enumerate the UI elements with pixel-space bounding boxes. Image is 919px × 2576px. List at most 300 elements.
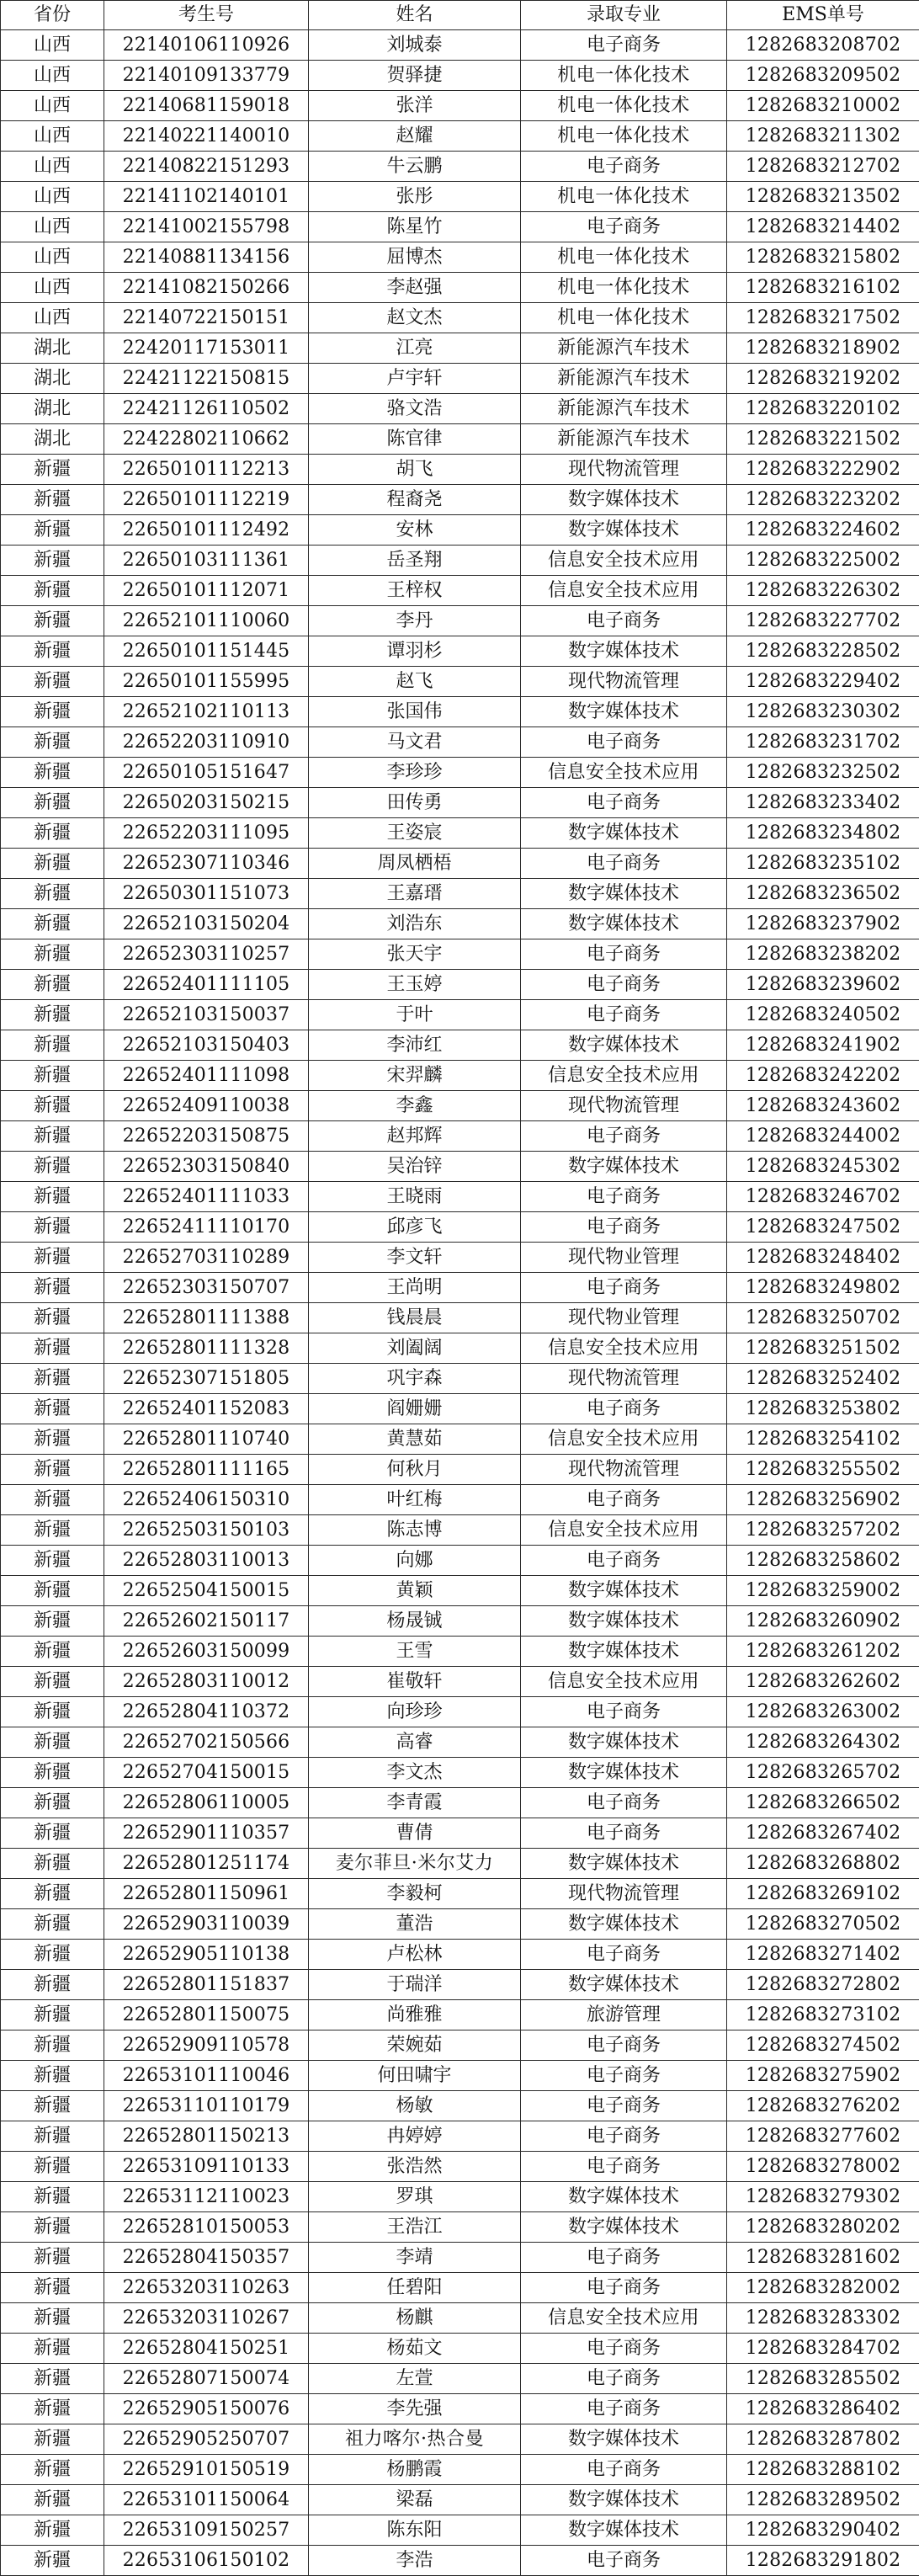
cell-major: 信息安全技术应用 <box>521 1515 727 1546</box>
cell-province: 新疆 <box>1 1697 104 1727</box>
table-row <box>1 1121 919 1152</box>
table-row <box>1 424 919 455</box>
cell-province: 新疆 <box>1 2121 104 2152</box>
cell-major: 现代物流管理 <box>521 667 727 697</box>
table-row <box>1 242 919 273</box>
cell-ems-number: 1282683260902 <box>727 1606 919 1637</box>
table-row <box>1 576 919 606</box>
cell-ems-number: 1282683217502 <box>727 303 919 333</box>
cell-name: 麦尔菲旦·米尔艾力 <box>309 1849 521 1879</box>
table-row <box>1 2152 919 2182</box>
table-row <box>1 1667 919 1697</box>
cell-candidate-id: 22422802110662 <box>104 424 309 455</box>
cell-ems-number: 1282683247502 <box>727 1212 919 1243</box>
cell-candidate-id: 22421126110502 <box>104 394 309 424</box>
cell-province: 新疆 <box>1 2273 104 2303</box>
cell-candidate-id: 22652203150875 <box>104 1121 309 1152</box>
cell-name: 崔敬轩 <box>309 1667 521 1697</box>
cell-name: 李先强 <box>309 2394 521 2424</box>
table-row <box>1 1061 919 1091</box>
cell-major: 数字媒体技术 <box>521 1152 727 1182</box>
cell-province: 新疆 <box>1 1637 104 1667</box>
cell-ems-number: 1282683249802 <box>727 1273 919 1303</box>
cell-province: 湖北 <box>1 364 104 394</box>
table-row <box>1 121 919 152</box>
cell-candidate-id: 22652406150310 <box>104 1485 309 1515</box>
table-row <box>1 1030 919 1061</box>
cell-candidate-id: 22652103150204 <box>104 909 309 939</box>
table-row <box>1 2515 919 2546</box>
table-row <box>1 30 919 61</box>
cell-candidate-id: 22652804150357 <box>104 2243 309 2273</box>
cell-major: 信息安全技术应用 <box>521 2303 727 2334</box>
table-row <box>1 1273 919 1303</box>
cell-name: 赵耀 <box>309 121 521 152</box>
cell-name: 王梓权 <box>309 576 521 606</box>
cell-name: 赵邦辉 <box>309 1121 521 1152</box>
table-row <box>1 91 919 121</box>
table-row <box>1 1727 919 1758</box>
cell-ems-number: 1282683254102 <box>727 1424 919 1455</box>
cell-name: 陈东阳 <box>309 2515 521 2546</box>
cell-name: 祖力喀尔·热合曼 <box>309 2424 521 2455</box>
cell-major: 电子商务 <box>521 727 727 758</box>
cell-ems-number: 1282683223202 <box>727 485 919 515</box>
cell-ems-number: 1282683282002 <box>727 2273 919 2303</box>
cell-major: 电子商务 <box>521 2091 727 2121</box>
table-row <box>1 2243 919 2273</box>
cell-major: 电子商务 <box>521 1000 727 1030</box>
cell-ems-number: 1282683289502 <box>727 2485 919 2515</box>
cell-ems-number: 1282683287802 <box>727 2424 919 2455</box>
cell-major: 信息安全技术应用 <box>521 1333 727 1364</box>
cell-major: 电子商务 <box>521 606 727 636</box>
cell-province: 新疆 <box>1 849 104 879</box>
cell-name: 尚雅雅 <box>309 2000 521 2030</box>
cell-candidate-id: 22652303150840 <box>104 1152 309 1182</box>
cell-province: 新疆 <box>1 1788 104 1818</box>
cell-major: 电子商务 <box>521 2455 727 2485</box>
table-row <box>1 364 919 394</box>
cell-ems-number: 1282683212702 <box>727 152 919 182</box>
cell-province: 新疆 <box>1 546 104 576</box>
cell-candidate-id: 22140822151293 <box>104 152 309 182</box>
cell-candidate-id: 22652103150037 <box>104 1000 309 1030</box>
cell-ems-number: 1282683285502 <box>727 2364 919 2394</box>
cell-ems-number: 1282683252402 <box>727 1364 919 1394</box>
cell-name: 陈星竹 <box>309 212 521 242</box>
cell-candidate-id: 22652801151837 <box>104 1970 309 2000</box>
cell-province: 新疆 <box>1 879 104 909</box>
cell-ems-number: 1282683253802 <box>727 1394 919 1424</box>
cell-major: 电子商务 <box>521 788 727 818</box>
table-row <box>1 2303 919 2334</box>
table-row <box>1 697 919 727</box>
cell-major: 数字媒体技术 <box>521 1758 727 1788</box>
cell-ems-number: 1282683271402 <box>727 1940 919 1970</box>
cell-name: 梁磊 <box>309 2485 521 2515</box>
cell-candidate-id: 22421122150815 <box>104 364 309 394</box>
cell-name: 田传勇 <box>309 788 521 818</box>
cell-name: 吴治锌 <box>309 1152 521 1182</box>
table-row <box>1 1394 919 1424</box>
cell-major: 数字媒体技术 <box>521 879 727 909</box>
table-row <box>1 909 919 939</box>
cell-candidate-id: 22652401111098 <box>104 1061 309 1091</box>
cell-major: 新能源汽车技术 <box>521 333 727 364</box>
cell-province: 新疆 <box>1 697 104 727</box>
cell-name: 刘浩东 <box>309 909 521 939</box>
table-row <box>1 758 919 788</box>
cell-ems-number: 1282683255502 <box>727 1455 919 1485</box>
table-row <box>1 2364 919 2394</box>
cell-province: 新疆 <box>1 2546 104 2576</box>
cell-province: 新疆 <box>1 1212 104 1243</box>
cell-province: 湖北 <box>1 424 104 455</box>
cell-ems-number: 1282683239602 <box>727 970 919 1000</box>
cell-ems-number: 1282683244002 <box>727 1121 919 1152</box>
cell-province: 山西 <box>1 182 104 212</box>
cell-province: 新疆 <box>1 1515 104 1546</box>
table-row <box>1 61 919 91</box>
cell-major: 机电一体化技术 <box>521 61 727 91</box>
table-row <box>1 636 919 667</box>
table-row <box>1 1515 919 1546</box>
table-body <box>1 30 919 2576</box>
cell-candidate-id: 22650105151647 <box>104 758 309 788</box>
cell-ems-number: 1282683263002 <box>727 1697 919 1727</box>
cell-ems-number: 1282683264302 <box>727 1727 919 1758</box>
cell-major: 现代物流管理 <box>521 1879 727 1909</box>
cell-name: 刘阖阔 <box>309 1333 521 1364</box>
cell-name: 李文杰 <box>309 1758 521 1788</box>
cell-province: 山西 <box>1 121 104 152</box>
cell-ems-number: 1282683273102 <box>727 2000 919 2030</box>
table-row <box>1 1546 919 1576</box>
cell-province: 新疆 <box>1 2424 104 2455</box>
cell-major: 电子商务 <box>521 1940 727 1970</box>
cell-province: 新疆 <box>1 1940 104 1970</box>
table-row <box>1 2394 919 2424</box>
cell-province: 新疆 <box>1 1455 104 1485</box>
cell-ems-number: 1282683216102 <box>727 273 919 303</box>
cell-ems-number: 1282683281602 <box>727 2243 919 2273</box>
cell-ems-number: 1282683243602 <box>727 1091 919 1121</box>
cell-candidate-id: 22650101112213 <box>104 455 309 485</box>
cell-province: 山西 <box>1 30 104 61</box>
cell-candidate-id: 22652801150213 <box>104 2121 309 2152</box>
table-row <box>1 1909 919 1940</box>
cell-major: 电子商务 <box>521 1818 727 1849</box>
cell-province: 新疆 <box>1 1394 104 1424</box>
cell-major: 电子商务 <box>521 1394 727 1424</box>
cell-name: 李靖 <box>309 2243 521 2273</box>
table-row <box>1 2485 919 2515</box>
cell-province: 湖北 <box>1 333 104 364</box>
cell-candidate-id: 22653106150102 <box>104 2546 309 2576</box>
cell-major: 电子商务 <box>521 1788 727 1818</box>
cell-name: 李毅柯 <box>309 1879 521 1909</box>
cell-candidate-id: 22652102110113 <box>104 697 309 727</box>
cell-ems-number: 1282683222902 <box>727 455 919 485</box>
cell-name: 罗琪 <box>309 2182 521 2212</box>
cell-candidate-id: 22652307110346 <box>104 849 309 879</box>
table-row <box>1 1303 919 1333</box>
cell-candidate-id: 22140221140010 <box>104 121 309 152</box>
cell-candidate-id: 22652801150075 <box>104 2000 309 2030</box>
cell-major: 机电一体化技术 <box>521 91 727 121</box>
cell-ems-number: 1282683272802 <box>727 1970 919 2000</box>
cell-ems-number: 1282683245302 <box>727 1152 919 1182</box>
cell-major: 电子商务 <box>521 212 727 242</box>
cell-major: 现代物业管理 <box>521 1303 727 1333</box>
cell-major: 数字媒体技术 <box>521 1970 727 2000</box>
cell-major: 电子商务 <box>521 1212 727 1243</box>
cell-candidate-id: 22652803110013 <box>104 1546 309 1576</box>
table-row <box>1 879 919 909</box>
cell-name: 张浩然 <box>309 2152 521 2182</box>
cell-major: 电子商务 <box>521 2273 727 2303</box>
cell-major: 信息安全技术应用 <box>521 1424 727 1455</box>
cell-province: 新疆 <box>1 515 104 546</box>
table-row <box>1 1000 919 1030</box>
table-row <box>1 2273 919 2303</box>
cell-candidate-id: 22652203111095 <box>104 818 309 849</box>
cell-candidate-id: 22652103150403 <box>104 1030 309 1061</box>
cell-name: 荣婉茹 <box>309 2030 521 2061</box>
cell-ems-number: 1282683209502 <box>727 61 919 91</box>
table-row <box>1 2334 919 2364</box>
cell-name: 卢宇轩 <box>309 364 521 394</box>
table-row <box>1 1576 919 1606</box>
table-row <box>1 1788 919 1818</box>
cell-major: 数字媒体技术 <box>521 2515 727 2546</box>
table-row <box>1 1970 919 2000</box>
cell-ems-number: 1282683257202 <box>727 1515 919 1546</box>
cell-ems-number: 1282683275902 <box>727 2061 919 2091</box>
cell-candidate-id: 22650101112219 <box>104 485 309 515</box>
cell-name: 王嘉瑨 <box>309 879 521 909</box>
cell-name: 冉婷婷 <box>309 2121 521 2152</box>
cell-candidate-id: 22652203110910 <box>104 727 309 758</box>
cell-province: 新疆 <box>1 1152 104 1182</box>
cell-name: 何田啸宇 <box>309 2061 521 2091</box>
cell-ems-number: 1282683230302 <box>727 697 919 727</box>
cell-name: 杨晟铖 <box>309 1606 521 1637</box>
cell-major: 机电一体化技术 <box>521 182 727 212</box>
cell-ems-number: 1282683241902 <box>727 1030 919 1061</box>
cell-major: 电子商务 <box>521 2364 727 2394</box>
cell-name: 王雪 <box>309 1637 521 1667</box>
cell-province: 新疆 <box>1 1909 104 1940</box>
cell-province: 新疆 <box>1 909 104 939</box>
cell-major: 电子商务 <box>521 2061 727 2091</box>
cell-name: 张彤 <box>309 182 521 212</box>
cell-ems-number: 1282683288102 <box>727 2455 919 2485</box>
cell-name: 王晓雨 <box>309 1182 521 1212</box>
cell-candidate-id: 22652803110012 <box>104 1667 309 1697</box>
cell-major: 数字媒体技术 <box>521 2485 727 2515</box>
cell-ems-number: 1282683274502 <box>727 2030 919 2061</box>
cell-major: 新能源汽车技术 <box>521 364 727 394</box>
cell-province: 新疆 <box>1 2334 104 2364</box>
cell-province: 山西 <box>1 61 104 91</box>
cell-major: 电子商务 <box>521 1485 727 1515</box>
cell-name: 程裔尧 <box>309 485 521 515</box>
cell-candidate-id: 22652909110578 <box>104 2030 309 2061</box>
cell-ems-number: 1282683227702 <box>727 606 919 636</box>
cell-candidate-id: 22653109150257 <box>104 2515 309 2546</box>
cell-ems-number: 1282683234802 <box>727 818 919 849</box>
cell-major: 电子商务 <box>521 939 727 970</box>
cell-name: 邱彦飞 <box>309 1212 521 1243</box>
cell-candidate-id: 22652401111105 <box>104 970 309 1000</box>
cell-province: 新疆 <box>1 727 104 758</box>
table-row <box>1 394 919 424</box>
cell-name: 左萱 <box>309 2364 521 2394</box>
cell-name: 向珍珍 <box>309 1697 521 1727</box>
cell-name: 岳圣翔 <box>309 546 521 576</box>
cell-name: 李浩 <box>309 2546 521 2576</box>
cell-major: 数字媒体技术 <box>521 515 727 546</box>
cell-ems-number: 1282683237902 <box>727 909 919 939</box>
cell-candidate-id: 22140722150151 <box>104 303 309 333</box>
table-row <box>1 2182 919 2212</box>
table-row <box>1 1333 919 1364</box>
cell-major: 现代物流管理 <box>521 1455 727 1485</box>
cell-name: 卢松林 <box>309 1940 521 1970</box>
cell-province: 新疆 <box>1 1000 104 1030</box>
cell-province: 新疆 <box>1 455 104 485</box>
cell-candidate-id: 22140881134156 <box>104 242 309 273</box>
cell-name: 陈官律 <box>309 424 521 455</box>
cell-ems-number: 1282683208702 <box>727 30 919 61</box>
cell-province: 新疆 <box>1 2152 104 2182</box>
cell-ems-number: 1282683278002 <box>727 2152 919 2182</box>
cell-major: 数字媒体技术 <box>521 2424 727 2455</box>
cell-province: 新疆 <box>1 1879 104 1909</box>
cell-candidate-id: 22650203150215 <box>104 788 309 818</box>
cell-ems-number: 1282683215802 <box>727 242 919 273</box>
cell-candidate-id: 22652905110138 <box>104 1940 309 1970</box>
cell-name: 赵飞 <box>309 667 521 697</box>
cell-name: 屈博杰 <box>309 242 521 273</box>
cell-candidate-id: 22652806110005 <box>104 1788 309 1818</box>
cell-province: 新疆 <box>1 2455 104 2485</box>
cell-name: 安林 <box>309 515 521 546</box>
table-row <box>1 667 919 697</box>
cell-candidate-id: 22652901110357 <box>104 1818 309 1849</box>
table-row <box>1 1606 919 1637</box>
table-row <box>1 1849 919 1879</box>
cell-name: 李丹 <box>309 606 521 636</box>
table-row <box>1 727 919 758</box>
cell-ems-number: 1282683248402 <box>727 1243 919 1273</box>
cell-ems-number: 1282683261202 <box>727 1637 919 1667</box>
cell-name: 杨麒 <box>309 2303 521 2334</box>
cell-candidate-id: 22141102140101 <box>104 182 309 212</box>
cell-candidate-id: 22652810150053 <box>104 2212 309 2243</box>
table-row <box>1 2091 919 2121</box>
cell-candidate-id: 22141002155798 <box>104 212 309 242</box>
cell-name: 杨敏 <box>309 2091 521 2121</box>
cell-ems-number: 1282683218902 <box>727 333 919 364</box>
cell-major: 信息安全技术应用 <box>521 546 727 576</box>
cell-major: 数字媒体技术 <box>521 1606 727 1637</box>
table-row <box>1 1758 919 1788</box>
cell-ems-number: 1282683270502 <box>727 1909 919 1940</box>
table-row <box>1 849 919 879</box>
cell-candidate-id: 22652602150117 <box>104 1606 309 1637</box>
table-row <box>1 2030 919 2061</box>
cell-name: 谭羽杉 <box>309 636 521 667</box>
cell-ems-number: 1282683267402 <box>727 1818 919 1849</box>
cell-name: 向娜 <box>309 1546 521 1576</box>
cell-candidate-id: 22650301151073 <box>104 879 309 909</box>
cell-candidate-id: 22141082150266 <box>104 273 309 303</box>
table-row <box>1 303 919 333</box>
cell-candidate-id: 22650101151445 <box>104 636 309 667</box>
cell-major: 信息安全技术应用 <box>521 758 727 788</box>
cell-major: 数字媒体技术 <box>521 697 727 727</box>
cell-major: 电子商务 <box>521 2394 727 2424</box>
cell-province: 新疆 <box>1 1061 104 1091</box>
cell-name: 任碧阳 <box>309 2273 521 2303</box>
cell-ems-number: 1282683269102 <box>727 1879 919 1909</box>
cell-ems-number: 1282683213502 <box>727 182 919 212</box>
cell-candidate-id: 22652804150251 <box>104 2334 309 2364</box>
table-row <box>1 2000 919 2030</box>
cell-province: 新疆 <box>1 1303 104 1333</box>
cell-candidate-id: 22652804110372 <box>104 1697 309 1727</box>
cell-candidate-id: 22653101150064 <box>104 2485 309 2515</box>
table-row <box>1 1485 919 1515</box>
cell-candidate-id: 22140106110926 <box>104 30 309 61</box>
cell-ems-number: 1282683235102 <box>727 849 919 879</box>
cell-ems-number: 1282683259002 <box>727 1576 919 1606</box>
cell-candidate-id: 22652307151805 <box>104 1364 309 1394</box>
cell-candidate-id: 22420117153011 <box>104 333 309 364</box>
table-row <box>1 1243 919 1273</box>
cell-province: 新疆 <box>1 1273 104 1303</box>
cell-province: 新疆 <box>1 2243 104 2273</box>
cell-major: 现代物业管理 <box>521 1243 727 1273</box>
cell-ems-number: 1282683256902 <box>727 1485 919 1515</box>
cell-name: 张国伟 <box>309 697 521 727</box>
cell-major: 数字媒体技术 <box>521 485 727 515</box>
cell-province: 新疆 <box>1 1849 104 1879</box>
table-row <box>1 606 919 636</box>
cell-province: 湖北 <box>1 394 104 424</box>
cell-major: 机电一体化技术 <box>521 242 727 273</box>
cell-province: 山西 <box>1 212 104 242</box>
cell-name: 李鑫 <box>309 1091 521 1121</box>
cell-province: 新疆 <box>1 1030 104 1061</box>
cell-major: 电子商务 <box>521 2546 727 2576</box>
table-row <box>1 2061 919 2091</box>
table-row <box>1 1697 919 1727</box>
cell-name: 于叶 <box>309 1000 521 1030</box>
cell-province: 新疆 <box>1 1758 104 1788</box>
cell-province: 山西 <box>1 273 104 303</box>
cell-candidate-id: 22652704150015 <box>104 1758 309 1788</box>
cell-candidate-id: 22652905150076 <box>104 2394 309 2424</box>
table-row <box>1 818 919 849</box>
cell-name: 陈志博 <box>309 1515 521 1546</box>
table-row <box>1 546 919 576</box>
cell-name: 巩宇森 <box>309 1364 521 1394</box>
cell-ems-number: 1282683277602 <box>727 2121 919 2152</box>
